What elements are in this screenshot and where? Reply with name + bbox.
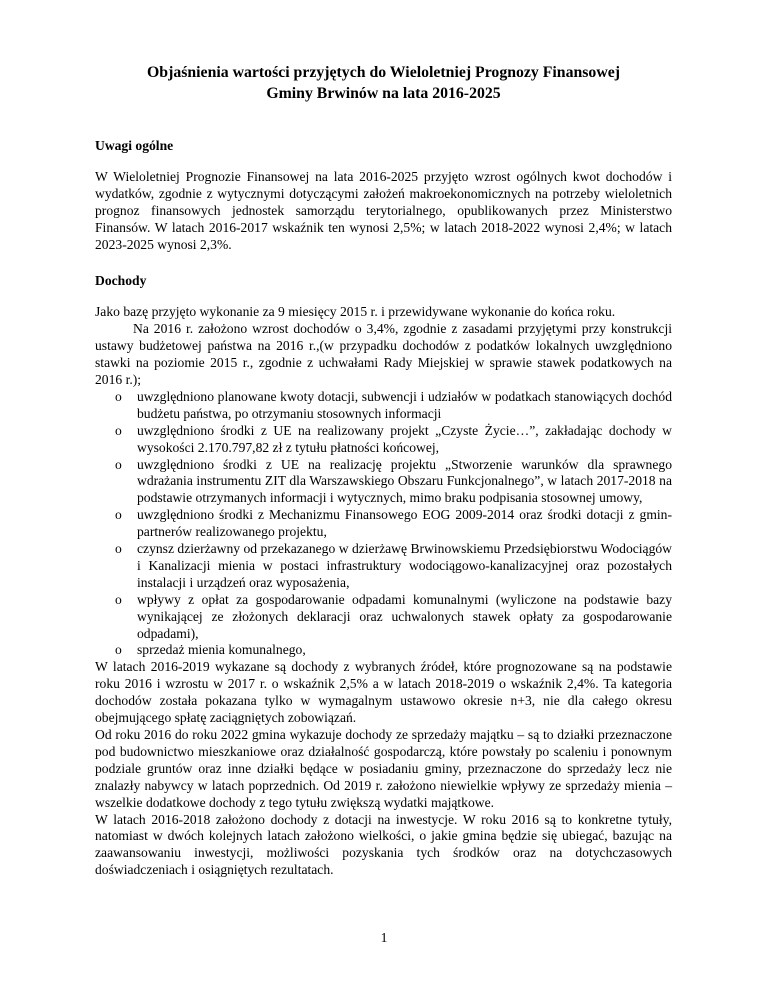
bullet-marker: o: [115, 642, 122, 658]
list-item: [95, 389, 672, 423]
bullet-marker: o: [115, 422, 122, 438]
income-assumptions-paragraph: Na 2016 r. założono wzrost dochodów o 3,4%, zgodnie z zasadami przyjętymi przy konstrukcji ustawy budżetowej państwa na 2016 r.,(w przypadku dochodów z podatków lokalnych uwzględniono stawki na poziomie 2015 r., zgodnie z uchwałami Rady Miejskiej w sprawie stawek podatkowych na 2016 r.);: [95, 321, 672, 387]
income-bullet-list: [95, 389, 672, 660]
list-item-text: uwzględniono środki z UE na realizację projektu „Stworzenie warunków dla sprawnego wdrażania instrumentu ZIT dla Warszawskiego Obszaru Funkcjonalnego”, w latach 2017-2018 na podstawie otrzymanych informacji i wytycznych, mimo braku podpisania stosownej umowy,: [137, 456, 672, 506]
general-remarks-paragraph: W Wieloletniej Prognozie Finansowej na lata 2016-2025 przyjęto wzrost ogólnych kwot dochodów i wydatków, zgodnie z wytycznymi dotyczącymi założeń makroekonomicznych na potrzeby wieloletnich prognoz finansowych jednostek samorządu terytorialnego, opublikowanych przez Ministerstwo Finansów. W latach 2016-2017 wskaźnik ten wynosi 2,5%; w latach 2018-2022 wynosi 2,4%; w latach 2023-2025 wynosi 2,3%.: [95, 168, 672, 252]
section-heading-income: Dochody: [95, 273, 147, 289]
list-item: [95, 507, 672, 541]
income-paragraph-investment-grants: W latach 2016-2018 założono dochody z dotacji na inwestycje. W roku 2016 są to konkretne tytuły, natomiast w dwóch kolejnych latach założono wielkości, o jakie gmina będzie się ubiegać, bazując na zaawansowaniu inwestycji, możliwości pozyskania tych środków oraz na dotychczasowych doświadczeniach i osiągniętych rezultatach.: [95, 811, 672, 878]
list-item-text: uwzględniono planowane kwoty dotacji, subwencji i udziałów w podatkach stanowiących dochód budżetu państwa, po otrzymaniu stosownych informacji: [137, 388, 672, 421]
income-paragraph-sources: W latach 2016-2019 wykazane są dochody z wybranych źródeł, które prognozowane są na podstawie roku 2016 i wzrostu w 2017 r. o wskaźnik 2,5% a w latach 2018-2019 o wskaźnik 2,4%. Ta kategoria dochodów została pokazana tylko w wymagalnym ustawowo okresie n+3, nie dla całego okresu obejmującego spłatę zaciągniętych zobowiązań.: [95, 659, 672, 726]
income-paragraph-property-sales: Od roku 2016 do roku 2022 gmina wykazuje dochody ze sprzedaży majątku – są to działki przeznaczone pod budownictwo mieszkaniowe oraz działalność gospodarczą, które powstały po scaleniu i ponownym podziale gruntów oraz inne działki będące w posiadaniu gminy, przeznaczone do sprzedaży lecz nie znalazły nabywcy w latach poprzednich. Od 2019 r. założono niewielkie wpływy ze sprzedaży mienia – wszelkie dodatkowe dochody z tego tytułu zwiększą wydatki majątkowe.: [95, 727, 672, 810]
list-item: [95, 423, 672, 457]
list-item: [95, 592, 672, 643]
list-item-text: czynsz dzierżawny od przekazanego w dzierżawę Brwinowskiemu Przedsiębiorstwu Wodociągów i Kanalizacji mienia w postaci infrastruktury wodociągowo-kanalizacyjnej oraz pozostałych instalacji i urządzeń oraz wyposażenia,: [137, 541, 672, 590]
list-item-text: uwzględniono środki z UE na realizowany projekt „Czyste Życie…”, zakładając dochody w wysokości 2.170.797,82 zł z tytułu płatności końcowej,: [137, 422, 672, 455]
document-title-line-1: Objaśnienia wartości przyjętych do Wieloletniej Prognozy Finansowej: [147, 64, 620, 81]
bullet-marker: o: [115, 388, 122, 404]
list-item: [95, 541, 672, 592]
bullet-marker: o: [115, 541, 122, 557]
document-title-line-2: Gminy Brwinów na lata 2016-2025: [266, 85, 501, 102]
list-item-text: uwzględniono środki z Mechanizmu Finansowego EOG 2009-2014 oraz środki dotacji z gmin-partnerów realizowanego projektu,: [137, 507, 672, 540]
list-item-text: wpływy z opłat za gospodarowanie odpadami komunalnymi (wyliczone na podstawie bazy wynikającej ze złożonych deklaracji oraz uchwalonych stawek opłaty za gospodarowanie odpadami),: [137, 591, 672, 641]
list-item: [95, 457, 672, 508]
section-heading-general-remarks: Uwagi ogólne: [95, 138, 174, 153]
page-number: 1: [380, 930, 388, 946]
document-title: [95, 62, 672, 104]
bullet-marker: o: [115, 507, 122, 523]
bullet-marker: o: [115, 591, 122, 607]
income-intro-paragraph: Jako bazę przyjęto wykonanie za 9 miesięcy 2015 r. i przewidywane wykonanie do końca roku.: [95, 304, 616, 320]
list-item-text: sprzedaż mienia komunalnego,: [137, 642, 306, 658]
list-item: [95, 642, 672, 659]
bullet-marker: o: [115, 456, 122, 472]
